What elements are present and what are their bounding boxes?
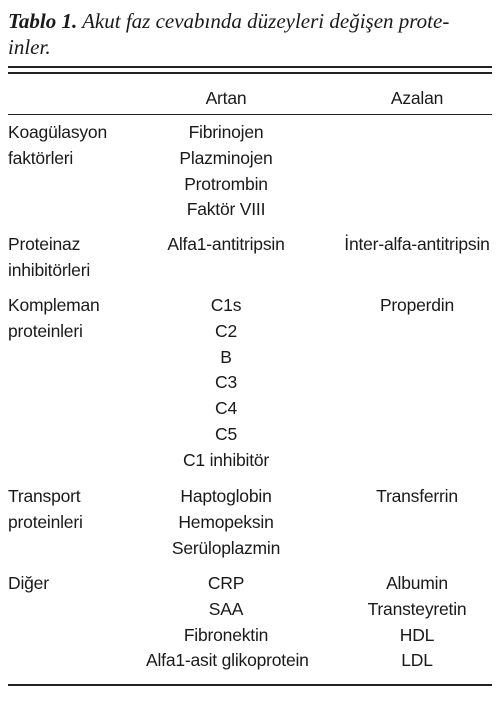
azalan-item: LDL (401, 650, 433, 671)
header-azalan: Azalan (390, 88, 444, 108)
category-line: Diğer (8, 573, 49, 593)
artan-cell (146, 232, 306, 258)
category-line: inhibitörleri (8, 259, 91, 280)
caption-text-line1: Akut faz cevabında düzeyleri değişen prote- (77, 9, 450, 33)
azalan-cell (338, 571, 496, 674)
artan-item: C4 (215, 398, 237, 419)
top-rule-second (8, 72, 492, 74)
azalan-item: İnter-alfa-antitripsin (344, 234, 490, 254)
azalan-cell (338, 293, 496, 319)
artan-item: Fibrinojen (188, 122, 264, 142)
artan-item: C1 inhibitör (182, 449, 270, 470)
category-cell (8, 571, 158, 597)
azalan-cell (338, 232, 496, 258)
artan-item: Faktör VIII (186, 199, 266, 220)
artan-item: Hemopeksin (178, 511, 274, 532)
artan-item: C5 (215, 423, 237, 444)
azalan-item: Transteyretin (367, 598, 467, 619)
artan-item: C2 (215, 320, 237, 341)
caption-text-line2: inler. (8, 35, 51, 59)
category-line: proteinleri (8, 511, 83, 532)
artan-item: Plazminojen (179, 147, 273, 168)
azalan-cell (338, 484, 496, 510)
artan-cell (146, 120, 306, 223)
artan-item: Alfa1-antitripsin (167, 234, 285, 254)
table-caption (8, 8, 492, 60)
category-cell (8, 293, 158, 345)
category-cell (8, 120, 158, 172)
category-cell (8, 232, 158, 284)
top-rule (8, 66, 492, 68)
artan-item: Serüloplazmin (171, 537, 281, 558)
azalan-item: Transferrin (376, 486, 458, 506)
artan-item: Haptoglobin (180, 486, 272, 506)
azalan-item: Albumin (386, 573, 448, 593)
bottom-rule (8, 684, 492, 686)
category-cell (8, 484, 158, 536)
artan-item: Fibronektin (183, 624, 269, 645)
caption-label: Tablo 1. (8, 9, 78, 33)
category-line: Kompleman (8, 295, 100, 315)
artan-cell (146, 293, 306, 474)
category-line: Proteinaz (8, 234, 81, 254)
artan-cell (146, 571, 309, 674)
category-line: faktörleri (8, 147, 74, 168)
artan-item: SAA (208, 598, 244, 619)
category-line: Koagülasyon (8, 122, 107, 142)
artan-item: Alfa1-asit glikoprotein (146, 650, 309, 671)
category-line: proteinleri (8, 320, 83, 341)
artan-item: Protrombin (184, 173, 268, 194)
artan-item: B (220, 346, 232, 367)
artan-item: C3 (215, 372, 237, 393)
azalan-item: HDL (399, 624, 435, 645)
header-artan: Artan (205, 88, 247, 108)
category-line: Transport (8, 486, 81, 506)
artan-cell (146, 484, 306, 561)
artan-item: C1s (210, 295, 242, 315)
artan-item: CRP (207, 573, 245, 593)
azalan-item: Properdin (379, 295, 455, 315)
header-rule (8, 114, 492, 115)
